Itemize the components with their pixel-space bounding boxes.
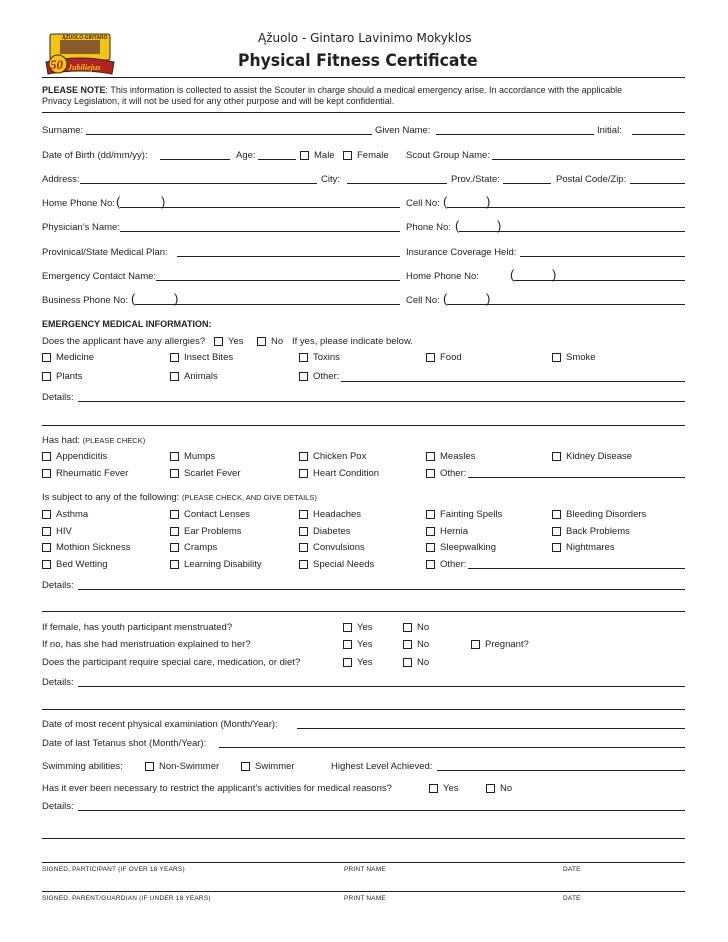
surname-field[interactable] xyxy=(86,134,372,135)
female-details-field[interactable] xyxy=(78,686,685,687)
allergy-yes-label: Yes xyxy=(228,336,244,347)
physician-label: Physician’s Name: xyxy=(42,222,120,233)
menstruated-question: If female, has youth participant menstruated? xyxy=(42,622,233,633)
age-label: Age: xyxy=(236,150,256,161)
condition-bed-wetting-label: Bed Wetting xyxy=(56,559,108,570)
restrict-question: Has it ever been necessary to restrict the applicant’s activities for medical reasons? xyxy=(42,783,392,794)
condition-back-problems-checkbox[interactable] xyxy=(552,527,561,536)
notice-text-1: : This information is collected to assist the Scouter in charge should a medical emergency arise. In accordance with the applicable xyxy=(105,85,623,95)
home-phone2-area-close: ) xyxy=(552,267,557,282)
condition-convulsions-label: Convulsions xyxy=(313,542,365,553)
history-other-checkbox[interactable] xyxy=(426,469,435,478)
special-care-no-label: No xyxy=(417,657,430,668)
allergy-medicine-checkbox[interactable] xyxy=(42,353,51,362)
insurance-field[interactable] xyxy=(520,256,685,257)
condition-asthma-label: Asthma xyxy=(56,509,89,520)
swimmer-label: Swimmer xyxy=(255,761,295,772)
allergy-question: Does the applicant have any allergies? xyxy=(42,336,206,347)
allergy-plants-checkbox[interactable] xyxy=(42,372,51,381)
restrict-no-checkbox[interactable] xyxy=(486,784,495,793)
condition-sleepwalking-checkbox[interactable] xyxy=(426,543,435,552)
conditions-details-field[interactable] xyxy=(78,589,685,590)
business-area-open: ( xyxy=(131,291,136,306)
male-checkbox[interactable] xyxy=(300,151,309,160)
guardian-signature-line[interactable] xyxy=(42,891,685,892)
notice-label: PLEASE NOTE xyxy=(42,85,106,95)
subject-to-text: Is subject to any of the following: xyxy=(42,492,180,503)
has-had-label xyxy=(42,435,145,446)
postal-field[interactable] xyxy=(630,183,685,184)
logo-number: 50 xyxy=(50,57,63,72)
allergy-details-line-2[interactable] xyxy=(42,425,685,426)
please-check-details-note: (PLEASE CHECK, AND GIVE DETAILS) xyxy=(181,493,317,502)
explained-no-label: No xyxy=(417,639,430,650)
business-phone-field[interactable] xyxy=(135,304,400,305)
home-phone2-field[interactable] xyxy=(514,280,685,281)
city-label: City: xyxy=(321,174,340,185)
history-appendicitis-checkbox[interactable] xyxy=(42,452,51,461)
condition-ear-problems-label: Ear Problems xyxy=(184,526,242,537)
allergy-if-yes: If yes, please indicate below. xyxy=(292,336,413,347)
pregnant-checkbox[interactable] xyxy=(471,640,480,649)
cell-area-close: ) xyxy=(486,194,491,209)
city-field[interactable] xyxy=(347,183,447,184)
phone-area-open: ( xyxy=(455,218,460,233)
allergy-no-checkbox[interactable] xyxy=(257,337,266,346)
allergy-animals-checkbox[interactable] xyxy=(170,372,179,381)
allergy-other-field[interactable] xyxy=(341,381,685,382)
allergy-details-label: Details: xyxy=(42,392,74,403)
history-kidney-disease-checkbox[interactable] xyxy=(552,452,561,461)
condition-diabetes-checkbox[interactable] xyxy=(299,527,308,536)
highest-level-label: Highest Level Achieved: xyxy=(331,761,433,772)
age-field[interactable] xyxy=(258,159,296,160)
condition-sleepwalking-label: Sleepwalking xyxy=(440,542,496,553)
guardian-date-label: DATE xyxy=(563,895,581,902)
anniversary-logo-icon xyxy=(44,32,116,76)
condition-bleeding-disorders-label: Bleeding Disorders xyxy=(566,509,647,520)
history-scarlet-fever-checkbox[interactable] xyxy=(170,469,179,478)
swimming-label: Swimming abilities: xyxy=(42,761,123,772)
history-other-label: Other: xyxy=(440,468,467,479)
condition-headaches-label: Headaches xyxy=(313,509,362,520)
explained-yes-label: Yes xyxy=(357,639,373,650)
non-swimmer-checkbox[interactable] xyxy=(145,762,154,771)
emergency-heading: EMERGENCY MEDICAL INFORMATION: xyxy=(42,319,212,329)
home-phone-area-open: ( xyxy=(116,194,121,209)
non-swimmer-label: Non-Swimmer xyxy=(159,761,220,772)
allergy-yes-checkbox[interactable] xyxy=(214,337,223,346)
address-field[interactable] xyxy=(80,183,317,184)
allergy-toxins-label: Toxins xyxy=(313,352,340,363)
history-chicken-pox-label: Chicken Pox xyxy=(313,451,367,462)
home-phone2-area-open: ( xyxy=(510,267,515,282)
surname-label: Surname: xyxy=(42,125,84,136)
participant-print-name-label: PRINT NAME xyxy=(344,866,386,873)
emergency-contact-label: Emergency Contact Name: xyxy=(42,271,157,282)
pregnant-label: Pregnant? xyxy=(485,639,529,650)
condition-hernia-label: Hernia xyxy=(440,526,468,537)
condition-cramps-checkbox[interactable] xyxy=(170,543,179,552)
given-name-field[interactable] xyxy=(436,134,594,135)
initial-field[interactable] xyxy=(632,134,685,135)
condition-hiv-checkbox[interactable] xyxy=(42,527,51,536)
condition-cramps-label: Cramps xyxy=(184,542,218,553)
condition-asthma-checkbox[interactable] xyxy=(42,510,51,519)
history-measles-checkbox[interactable] xyxy=(426,452,435,461)
restrict-yes-checkbox[interactable] xyxy=(429,784,438,793)
last-exam-field[interactable] xyxy=(297,728,685,729)
allergy-insect-bites-checkbox[interactable] xyxy=(170,353,179,362)
male-label: Male xyxy=(314,150,335,161)
history-mumps-checkbox[interactable] xyxy=(170,452,179,461)
cell-area-open: ( xyxy=(443,194,448,209)
explained-question: If no, has she had menstruation explained to her? xyxy=(42,639,251,650)
condition-nightmares-checkbox[interactable] xyxy=(552,543,561,552)
condition-bleeding-disorders-checkbox[interactable] xyxy=(552,510,561,519)
given-name-label: Given Name: xyxy=(375,125,431,136)
allergy-medicine-label: Medicine xyxy=(56,352,95,363)
participant-signature-label: SIGNED, PARTICIPANT (IF OVER 18 YEARS) xyxy=(42,866,185,873)
scout-group-field[interactable] xyxy=(492,159,685,160)
home-phone-label: Home Phone No: xyxy=(42,198,115,209)
cell-no-label: Cell No: xyxy=(406,198,440,209)
condition-hiv-label: HIV xyxy=(56,526,72,537)
explained-yes-checkbox[interactable] xyxy=(343,640,352,649)
last-exam-label: Date of most recent physical examiniation (Month/Year): xyxy=(42,719,278,730)
history-chicken-pox-checkbox[interactable] xyxy=(299,452,308,461)
page-title: Physical Fitness Certificate xyxy=(238,51,478,71)
has-had-text: Has had: xyxy=(42,435,81,446)
participant-date-label: DATE xyxy=(563,866,581,873)
swimmer-checkbox[interactable] xyxy=(241,762,250,771)
emergency-contact-field[interactable] xyxy=(156,280,400,281)
cell2-area-close: ) xyxy=(486,291,491,306)
restrict-details-line-2[interactable] xyxy=(42,838,685,839)
history-rheumatic-fever-checkbox[interactable] xyxy=(42,469,51,478)
logo-word: Jubiliejus xyxy=(68,63,101,72)
prov-state-label: Prov./State: xyxy=(451,174,500,185)
postal-label: Postal Code/Zip: xyxy=(556,174,627,185)
history-rheumatic-fever-label: Rheumatic Fever xyxy=(56,468,129,479)
history-appendicitis-label: Appendicitis xyxy=(56,451,108,462)
allergy-details-field[interactable] xyxy=(78,401,685,402)
special-care-question: Does the participant require special care, medication, or diet? xyxy=(42,657,301,668)
special-care-yes-checkbox[interactable] xyxy=(343,658,352,667)
condition-ear-problems-checkbox[interactable] xyxy=(170,527,179,536)
phone-area-close: ) xyxy=(497,218,502,233)
condition-convulsions-checkbox[interactable] xyxy=(299,543,308,552)
address-label: Address: xyxy=(42,174,80,185)
allergy-food-label: Food xyxy=(440,352,462,363)
special-care-no-checkbox[interactable] xyxy=(403,658,412,667)
cell2-area-open: ( xyxy=(443,291,448,306)
cell-no2-field[interactable] xyxy=(447,304,685,305)
allergy-smoke-checkbox[interactable] xyxy=(552,353,561,362)
allergy-animals-label: Animals xyxy=(184,371,218,382)
condition-diabetes-label: Diabetes xyxy=(313,526,351,537)
home-phone2-label: Home Phone No: xyxy=(406,271,479,282)
phone-no-label: Phone No: xyxy=(406,222,451,233)
logo-top-text: ĄŽUOLO-GINTARO xyxy=(62,35,108,41)
guardian-print-name-label: PRINT NAME xyxy=(344,895,386,902)
allergy-plants-label: Plants xyxy=(56,371,83,382)
special-care-yes-label: Yes xyxy=(357,657,373,668)
org-name: Ąžuolo - Gintaro Lavinimo Mokyklos xyxy=(258,31,472,45)
insurance-label: Insurance Coverage Held: xyxy=(406,247,517,258)
condition-back-problems-label: Back Problems xyxy=(566,526,630,537)
highest-level-field[interactable] xyxy=(437,770,685,771)
condition-other-checkbox[interactable] xyxy=(426,560,435,569)
condition-fainting-spells-checkbox[interactable] xyxy=(426,510,435,519)
allergy-food-checkbox[interactable] xyxy=(426,353,435,362)
prov-state-field[interactable] xyxy=(503,183,551,184)
conditions-other-field[interactable] xyxy=(468,568,685,569)
tetanus-label: Date of last Tetanus shot (Month/Year): xyxy=(42,738,207,749)
scout-group-label: Scout Group Name: xyxy=(406,150,490,161)
allergy-no-label: No xyxy=(271,336,284,347)
history-scarlet-fever-label: Scarlet Fever xyxy=(184,468,241,479)
menstruated-yes-checkbox[interactable] xyxy=(343,623,352,632)
restrict-details-label: Details: xyxy=(42,801,74,812)
dob-field[interactable] xyxy=(160,159,230,160)
condition-other-label: Other: xyxy=(440,559,467,570)
condition-special-needs-label: Special Needs xyxy=(313,559,375,570)
condition-mothion-sickness-label: Mothion Sickness xyxy=(56,542,131,553)
condition-fainting-spells-label: Fainting Spells xyxy=(440,509,503,520)
history-kidney-disease-label: Kidney Disease xyxy=(566,451,633,462)
history-measles-label: Measles xyxy=(440,451,476,462)
female-details-line-2[interactable] xyxy=(42,709,685,710)
cell-no-field[interactable] xyxy=(447,207,685,208)
restrict-yes-label: Yes xyxy=(443,783,459,794)
tetanus-field[interactable] xyxy=(219,747,685,748)
allergy-other-checkbox[interactable] xyxy=(299,372,308,381)
condition-mothion-sickness-checkbox[interactable] xyxy=(42,543,51,552)
female-label: Female xyxy=(357,150,389,161)
menstruated-no-checkbox[interactable] xyxy=(403,623,412,632)
please-check-note: (PLEASE CHECK) xyxy=(82,436,146,445)
condition-hernia-checkbox[interactable] xyxy=(426,527,435,536)
conditions-details-line-2[interactable] xyxy=(42,611,685,612)
restrict-details-field[interactable] xyxy=(78,810,685,811)
medical-plan-label: Provinical/State Medical Plan: xyxy=(42,247,168,258)
female-details-label: Details: xyxy=(42,677,74,688)
conditions-details-label: Details: xyxy=(42,580,74,591)
allergy-insect-bites-label: Insect Bites xyxy=(184,352,234,363)
history-heart-condition-checkbox[interactable] xyxy=(299,469,308,478)
condition-learning-disability-checkbox[interactable] xyxy=(170,560,179,569)
medical-plan-field[interactable] xyxy=(177,256,400,257)
dob-label: Date of Birth (dd/mm/yy): xyxy=(42,150,148,161)
explained-no-checkbox[interactable] xyxy=(403,640,412,649)
notice-line-2: Privacy Legislation, it will not be used for any other purpose and will be kept confidential. xyxy=(42,96,395,106)
business-area-close: ) xyxy=(174,291,179,306)
condition-contact-lenses-label: Contact Lenses xyxy=(184,509,251,520)
home-phone-area-close: ) xyxy=(161,194,166,209)
notice-line-1 xyxy=(42,85,622,96)
female-checkbox[interactable] xyxy=(343,151,352,160)
restrict-no-label: No xyxy=(500,783,513,794)
initial-label: Initial: xyxy=(597,125,622,136)
condition-headaches-checkbox[interactable] xyxy=(299,510,308,519)
condition-bed-wetting-checkbox[interactable] xyxy=(42,560,51,569)
allergy-toxins-checkbox[interactable] xyxy=(299,353,308,362)
history-other-field[interactable] xyxy=(468,477,685,478)
condition-contact-lenses-checkbox[interactable] xyxy=(170,510,179,519)
cell-no2-label: Cell No: xyxy=(406,295,440,306)
notice-rule xyxy=(42,112,685,113)
allergy-other-label: Other: xyxy=(313,371,340,382)
history-heart-condition-label: Heart Condition xyxy=(313,468,380,479)
subject-to-label xyxy=(42,492,317,503)
header-rule xyxy=(42,77,685,78)
condition-learning-disability-label: Learning Disability xyxy=(184,559,262,570)
home-phone-field[interactable] xyxy=(120,207,400,208)
physician-field[interactable] xyxy=(120,231,400,232)
allergy-smoke-label: Smoke xyxy=(566,352,596,363)
participant-signature-line[interactable] xyxy=(42,862,685,863)
menstruated-no-label: No xyxy=(417,622,430,633)
business-phone-label: Business Phone No: xyxy=(42,295,129,306)
menstruated-yes-label: Yes xyxy=(357,622,373,633)
condition-special-needs-checkbox[interactable] xyxy=(299,560,308,569)
phone-no-field[interactable] xyxy=(459,231,685,232)
history-mumps-label: Mumps xyxy=(184,451,216,462)
guardian-signature-label: SIGNED, PARENT/GUARDIAN (IF UNDER 18 YEARS) xyxy=(42,895,211,902)
condition-nightmares-label: Nightmares xyxy=(566,542,615,553)
